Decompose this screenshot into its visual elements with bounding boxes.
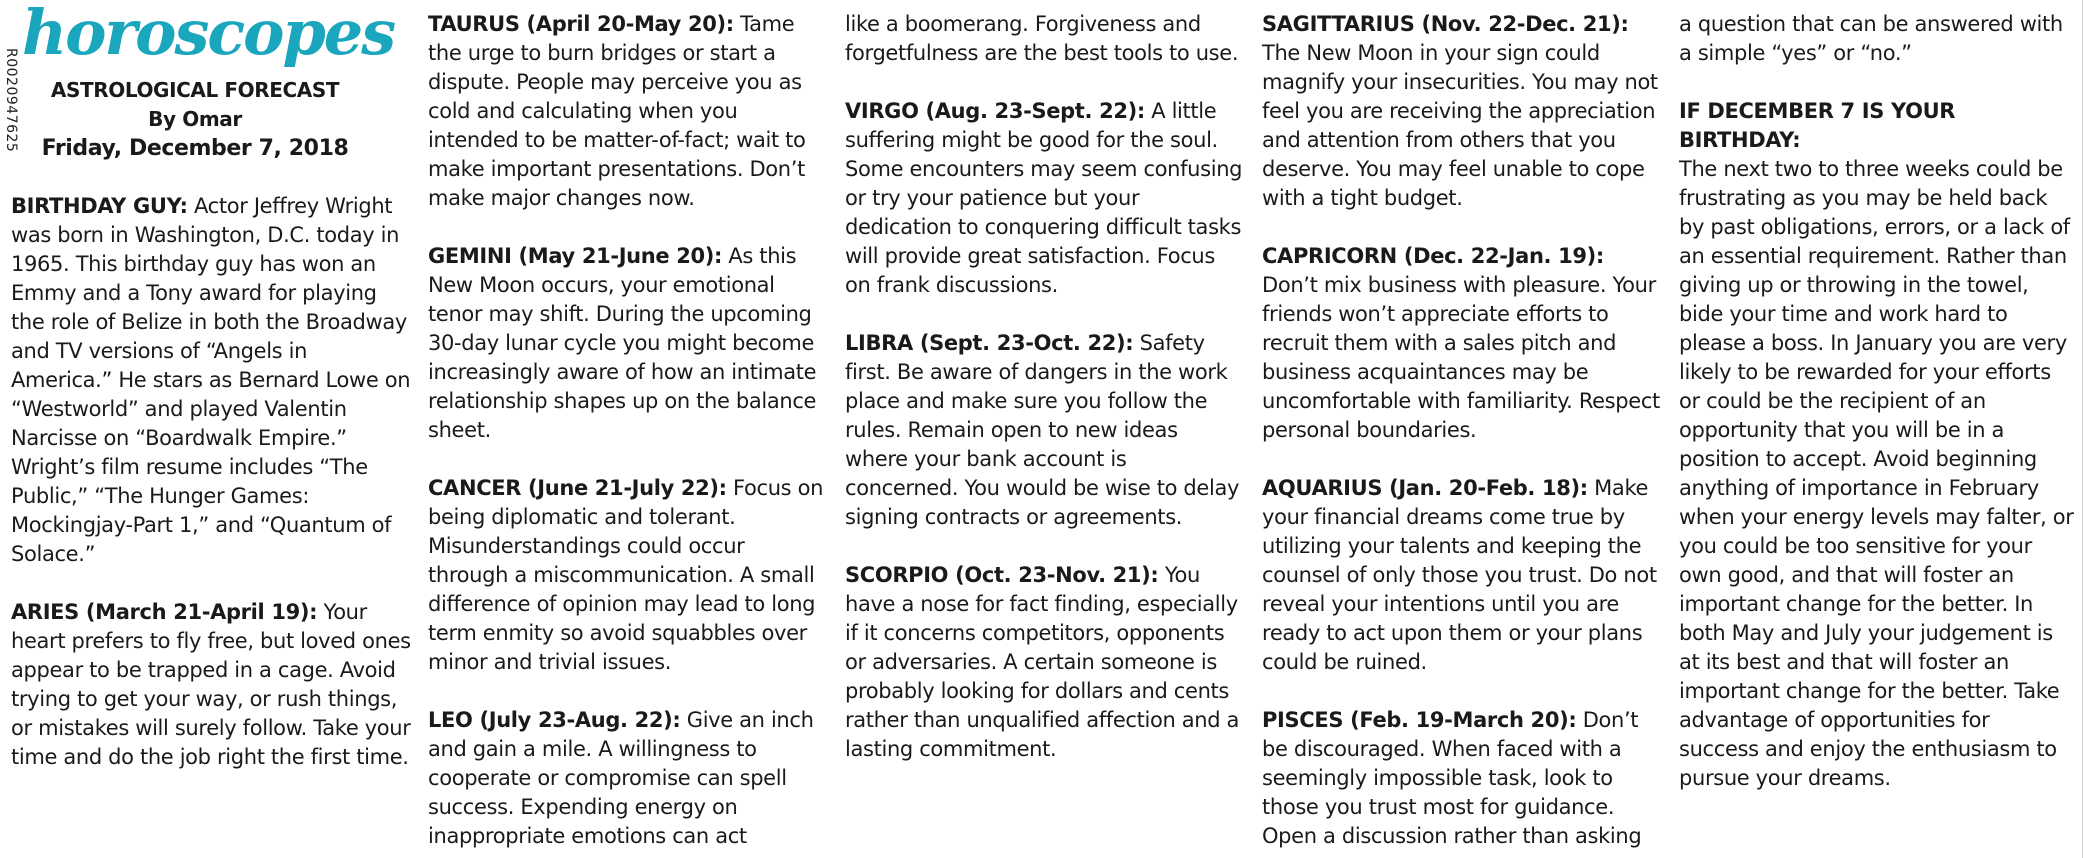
sign-text: like a boomerang. Forgiveness and forgetfulness are the best tools to use. [845,12,1239,65]
sign-label: CANCER (June 21-July 22): [428,476,727,500]
sign-text: Focus on being diplomatic and tolerant. Misunderstandings could occur through a miscommunication. A small difference of opinion may lead to long term enmity so avoid squabbles over minor and trivial issues. [428,476,824,674]
sign-pisces-continued [1679,10,2075,68]
column-2 [428,10,828,851]
birthday-forecast-label: IF DECEMBER 7 IS YOUR BIRTHDAY: [1679,99,1956,152]
column-1 [11,192,411,772]
birthday-guy-paragraph [11,192,411,569]
sign-gemini [428,242,828,445]
masthead [22,0,395,163]
forecast-date: Friday, December 7, 2018 [41,136,349,161]
sign-label: LIBRA (Sept. 23-Oct. 22): [845,331,1134,355]
column-3 [845,10,1245,764]
sign-label: LEO (July 23-Aug. 22): [428,708,681,732]
sign-text: Tame the urge to burn bridges or start a dispute. People may perceive you as cold and calculating when you intended to be matter-of-fact; wait to make important presentations. Don’t make major changes now. [428,12,806,210]
sign-aries [11,598,411,772]
sign-label: PISCES (Feb. 19-March 20): [1262,708,1577,732]
sign-text: Don’t be discouraged. When faced with a seemingly impossible task, look to those you trust most for guidance. Open a discussion rather than asking [1262,708,1642,848]
forecast-title: ASTROLOGICAL FORECAST [50,78,340,102]
sign-leo [428,706,828,851]
sign-capricorn [1262,242,1662,445]
sign-label: CAPRICORN (Dec. 22-Jan. 19): [1262,244,1604,268]
column-4 [1262,10,1662,851]
sign-label: SCORPIO (Oct. 23-Nov. 21): [845,563,1159,587]
sign-text: Don’t mix business with pleasure. Your friends won’t appreciate efforts to recruit them with a sales pitch and business acquaintances may be uncomfortable with familiarity. Respect personal boundaries. [1262,273,1660,442]
birthday-guy-text: Actor Jeffrey Wright was born in Washington, D.C. today in 1965. This birthday guy has won an Emmy and a Tony award for playing the role of Belize in both the Broadway and TV versions of “Angels in America.” He stars as Bernard Lowe on “Westworld” and played Valentin Narcisse on “Boardwalk Empire.” Wright’s film resume includes “The Public,” “The Hunger Games: Mockingjay-Part 1,” and “Quantum of Solace.” [11,194,411,566]
sign-aquarius [1262,474,1662,677]
sign-label: SAGITTARIUS (Nov. 22-Dec. 21): [1262,12,1629,36]
birthday-forecast-text: The next two to three weeks could be frustrating as you may be held back by past obligations, errors, or a lack of an essential requirement. Rather than giving up or throwing in the towel, bide your time and work hard to please a boss. In January you are very likely to be rewarded for your efforts or could be the recipient of an opportunity that you will be in a position to accept. Avoid beginning anything of importance in February when your energy levels may falter, or you could be too sensitive for your own good, and that will foster an important change for the better. In both May and July your judgement is at its best and that will foster an important change for the better. Take advantage of opportunities for success and enjoy the enthusiasm to pursue your dreams. [1679,157,2074,790]
column-5 [1679,10,2075,793]
ad-code: R0020947625 [3,48,19,153]
sign-text: As this New Moon occurs, your emotional tenor may shift. During the upcoming 30-day lunar cycle you might become increasingly aware of how an intimate relationship shapes up on the balance sheet. [428,244,817,442]
sign-text: Make your financial dreams come true by utilizing your talents and keeping the counsel of only those you trust. Do not reveal your intentions until you are ready to act upon them or your plans could be ruined. [1262,476,1657,674]
sign-label: GEMINI (May 21-June 20): [428,244,723,268]
horoscopes-logo: horoscopes [22,0,395,69]
sign-text: Your heart prefers to fly free, but loved ones appear to be trapped in a cage. Avoid trying to get your way, or rush things, or mistakes will surely follow. Take your time and do the job right the first time. [11,600,411,769]
sign-label: AQUARIUS (Jan. 20-Feb. 18): [1262,476,1588,500]
sign-sagittarius [1262,10,1662,213]
sign-pisces [1262,706,1662,851]
birthday-guy-label: BIRTHDAY GUY: [11,194,188,218]
sign-label: ARIES (March 21-April 19): [11,600,318,624]
sign-libra [845,329,1245,532]
sign-taurus [428,10,828,213]
sign-text: Give an inch and gain a mile. A willingness to cooperate or compromise can spell success. Expending energy on inappropriate emotions can act [428,708,814,848]
sign-cancer [428,474,828,677]
birthday-forecast [1679,97,2075,793]
sign-text: Safety first. Be aware of dangers in the work place and make sure you follow the rules. Remain open to new ideas where your bank account is concerned. You would be wise to delay signing contracts or agreements. [845,331,1240,529]
sign-label: TAURUS (April 20-May 20): [428,12,734,36]
sign-text: a question that can be answered with a simple “yes” or “no.” [1679,12,2063,65]
byline: By Omar [148,107,242,131]
sign-scorpio [845,561,1245,764]
sign-label: VIRGO (Aug. 23-Sept. 22): [845,99,1145,123]
sign-text: A little suffering might be good for the soul. Some encounters may seem confusing or try your patience but your dedication to conquering difficult tasks will provide great satisfaction. Focus on frank discussions. [845,99,1243,297]
sign-leo-continued [845,10,1245,68]
sign-virgo [845,97,1245,300]
sign-text: You have a nose for fact finding, especially if it concerns competitors, opponents or adversaries. A certain someone is probably looking for dollars and cents rather than unqualified affection and a lasting commitment. [845,563,1240,761]
sign-text: The New Moon in your sign could magnify your insecurities. You may not feel you are receiving the appreciation and attention from others that you deserve. You may feel unable to cope with a tight budget. [1262,41,1658,210]
